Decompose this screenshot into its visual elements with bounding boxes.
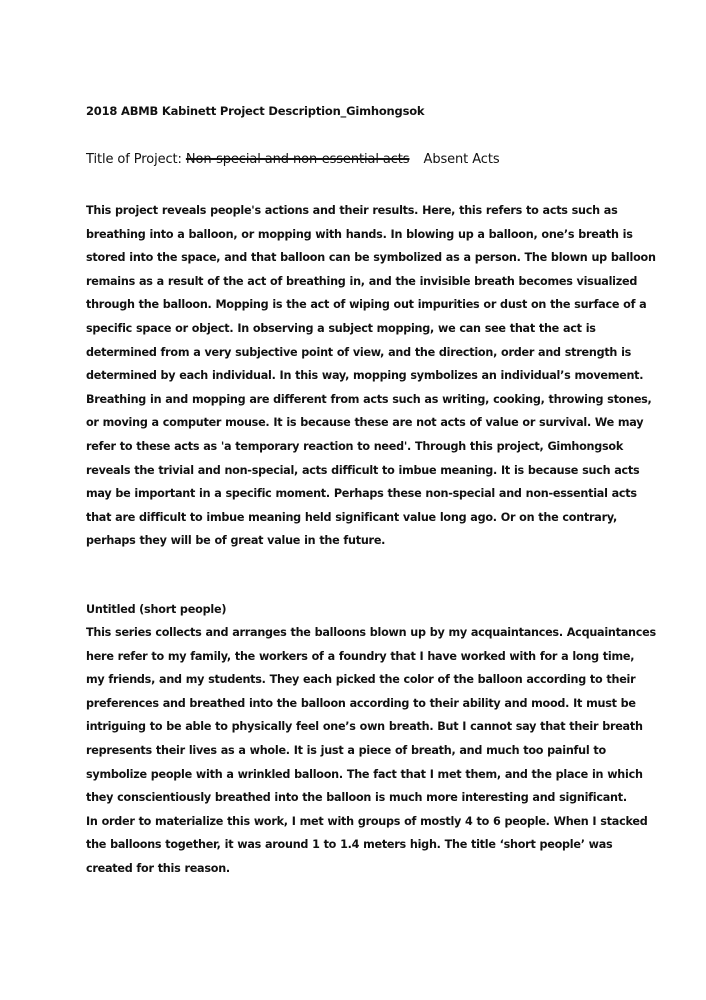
paragraph-line: stored into the space, and that balloon can be symbolized as a person. The blown up balloon	[86, 251, 656, 265]
paragraph-line: the balloons together, it was around 1 to 1.4 meters high. The title ‘short people’ was	[86, 838, 613, 852]
project-title-struck-text: Non-special and non-essential acts	[185, 152, 410, 167]
section-heading: Untitled (short people)	[86, 603, 227, 616]
document-header: 2018 ABMB Kabinett Project Description_Gimhongsok	[86, 104, 425, 118]
section-paragraph	[86, 621, 656, 881]
paragraph-line: determined from a very subjective point of view, and the direction, order and strength is	[86, 345, 632, 359]
paragraph-line: here refer to my family, the workers of a foundry that I have worked with for a long time,	[86, 649, 635, 663]
paragraph-line: represents their lives as a whole. It is just a piece of breath, and much too painful to	[86, 743, 606, 757]
intro-paragraph	[86, 199, 656, 553]
project-title-label: Title of Project:	[86, 152, 182, 167]
project-title-final-text: Absent Acts	[423, 152, 500, 167]
paragraph-line: or moving a computer mouse. It is because these are not acts of value or survival. We may	[86, 416, 644, 430]
paragraph-line: preferences and breathed into the balloon according to their ability and mood. It must be	[86, 696, 636, 710]
paragraph-line: through the balloon. Mopping is the act of wiping out impurities or dust on the surface of a	[86, 298, 647, 312]
paragraph-line: symbolize people with a wrinkled balloon. The fact that I met them, and the place in which	[86, 767, 643, 781]
project-title	[86, 152, 500, 167]
paragraph-line: reveals the trivial and non-special, acts difficult to imbue meaning. It is because such acts	[86, 463, 640, 477]
paragraph-line: perhaps they will be of great value in the future.	[86, 534, 386, 548]
paragraph-line: that are difficult to imbue meaning held significant value long ago. Or on the contrary,	[86, 510, 618, 524]
paragraph-line: Breathing in and mopping are different from acts such as writing, cooking, throwing stones,	[86, 392, 652, 406]
paragraph-line: they conscientiously breathed into the balloon is much more interesting and significant.	[86, 791, 627, 805]
paragraph-line: remains as a result of the act of breathing in, and the invisible breath becomes visualized	[86, 274, 638, 288]
paragraph-line: determined by each individual. In this way, mopping symbolizes an individual’s movement.	[86, 369, 644, 383]
paragraph-line: specific space or object. In observing a subject mopping, we can see that the act is	[86, 321, 596, 335]
paragraph-line: may be important in a specific moment. Perhaps these non-special and non-essential acts	[86, 487, 637, 501]
paragraph-line: This project reveals people's actions and their results. Here, this refers to acts such as	[86, 204, 618, 217]
paragraph-line: intriguing to be able to physically feel one’s own breath. But I cannot say that their breath	[86, 720, 643, 734]
paragraph-line: In order to materialize this work, I met with groups of mostly 4 to 6 people. When I stacked	[86, 814, 648, 828]
paragraph-line: my friends, and my students. They each picked the color of the balloon according to their	[86, 673, 636, 687]
paragraph-line: breathing into a balloon, or mopping with hands. In blowing up a balloon, one’s breath is	[86, 227, 633, 241]
paragraph-line: This series collects and arranges the balloons blown up by my acquaintances. Acquaintances	[86, 626, 656, 639]
paragraph-line: created for this reason.	[86, 861, 230, 875]
paragraph-line: refer to these acts as 'a temporary reaction to need'. Through this project, Gimhongsok	[86, 439, 624, 453]
